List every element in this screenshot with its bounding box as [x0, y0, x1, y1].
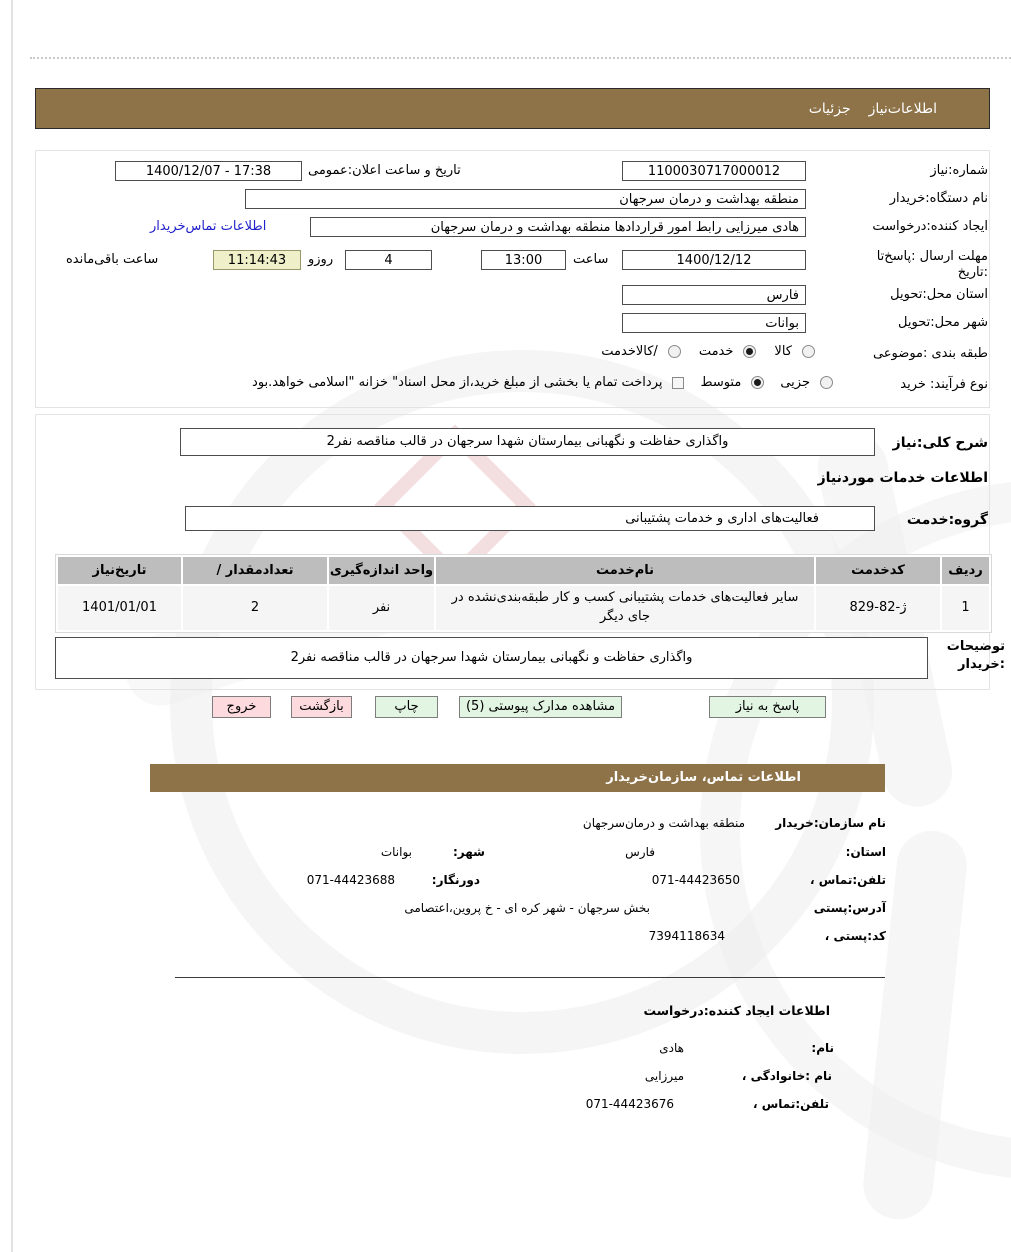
- creator-family-value: میرزایی: [644, 1069, 684, 1083]
- delivery-city-field[interactable]: بوانات: [622, 313, 806, 333]
- service-radio-label: خدمت: [698, 344, 734, 359]
- creator-phone-label: تلفن:تماس ،: [753, 1097, 829, 1111]
- deadline-label-line1: مهلت ارسال :پاسخ‌تا: [876, 249, 988, 264]
- option-goods: [774, 344, 815, 359]
- days-label: روزو: [308, 252, 334, 267]
- days-field[interactable]: 4: [345, 250, 432, 270]
- contact-section-header: اطلاعات تماس، سازمان‌خریدار: [150, 764, 885, 792]
- option-goods-service: [601, 344, 681, 359]
- treasury-checkbox-label: پرداخت تمام یا بخشی از مبلغ خرید،از محل اسناد" خزانه "اسلامی خواهد.بود: [252, 375, 663, 390]
- buyer-notes-label-line1: توضیحات: [946, 639, 1005, 654]
- service-table-grid: [58, 557, 989, 630]
- general-desc-field[interactable]: واگذاری حفاظت و نگهبانی بیمارستان شهدا سرجهان در قالب مناقصه نفر2: [180, 428, 875, 456]
- goods-service-radio[interactable]: [668, 345, 681, 358]
- hour-label: ساعت: [573, 252, 609, 267]
- contact-city-label: شهر:: [453, 845, 485, 859]
- col-header-row-no: ردیف: [942, 557, 989, 584]
- section-divider-line: [175, 977, 885, 978]
- respond-button[interactable]: پاسخ به نیاز: [709, 696, 826, 718]
- print-button[interactable]: چاپ: [375, 696, 438, 718]
- postal-code-value: 7394118634: [648, 929, 725, 943]
- classification-label: طبقه بندی :موضوعی: [872, 346, 988, 361]
- delivery-city-label: شهر محل:تحویل: [898, 315, 988, 330]
- medium-radio-label: متوسط: [700, 375, 742, 390]
- option-service: [699, 344, 757, 359]
- service-table: [55, 554, 992, 633]
- creator-section-header: اطلاعات ایجاد کننده:درخواست: [643, 1003, 830, 1018]
- contact-address-label: آدرس:پستی: [813, 901, 886, 915]
- delivery-province-field[interactable]: فارس: [622, 285, 806, 305]
- exit-button[interactable]: خروج: [212, 696, 271, 718]
- classification-options: [601, 344, 815, 359]
- need-number-label: شماره:نیاز: [930, 163, 988, 178]
- creator-name-label: نام:: [811, 1041, 834, 1055]
- service-group-label: گروه:خدمت: [906, 512, 988, 528]
- contact-fax-value: 071-44423688: [306, 873, 395, 887]
- treasury-checkbox[interactable]: [672, 377, 684, 389]
- view-attachments-button[interactable]: مشاهده مدارک پیوستی (5): [459, 696, 622, 718]
- buyer-device-label: نام دستگاه:خریدار: [889, 191, 988, 206]
- cell-row-no: 1: [942, 586, 989, 630]
- need-number-field[interactable]: 1100030717000012: [622, 161, 806, 181]
- back-button[interactable]: بازگشت: [291, 696, 352, 718]
- buyer-notes-field[interactable]: واگذاری حفاظت و نگهبانی بیمارستان شهدا سرجهان در قالب مناقصه نفر2: [55, 637, 928, 679]
- postal-code-label: کد:پستی ،: [824, 929, 886, 943]
- contact-phone-label: تلفن:تماس ،: [810, 873, 886, 887]
- contact-address-value: بخش سرجهان - شهر کره ای - خ پروین،اعتصامی: [404, 901, 650, 915]
- partial-radio[interactable]: [820, 376, 833, 389]
- cell-unit: نفر: [329, 586, 434, 630]
- col-header-need-date: تاریخ‌نیاز: [58, 557, 181, 584]
- delivery-province-label: استان محل:تحویل: [890, 287, 988, 302]
- buyer-notes-label-line2: :خریدار: [958, 657, 1005, 673]
- creator-name-value: هادی: [659, 1041, 684, 1055]
- announce-datetime-field[interactable]: 1400/12/07 - 17:38: [115, 161, 302, 181]
- creator-family-label: نام :خانوادگی ،: [741, 1069, 832, 1083]
- service-group-field[interactable]: فعالیت‌های اداری و خدمات پشتیبانی: [185, 506, 875, 531]
- col-header-service-name: نام‌خدمت: [436, 557, 814, 584]
- col-header-unit: واحد اندازه‌گیری: [329, 557, 434, 584]
- process-type-label: نوع فرآیند: خرید: [900, 377, 988, 392]
- buyer-device-field[interactable]: منطقه بهداشت و درمان سرجهان: [245, 189, 806, 209]
- deadline-date-field[interactable]: 1400/12/12: [622, 250, 806, 270]
- request-creator-label: ایجاد کننده:درخواست: [872, 219, 988, 234]
- option-partial: [780, 375, 833, 390]
- partial-radio-label: جزیی: [780, 375, 810, 390]
- org-name-value: منطقه بهداشت و درمان‌سرجهان: [582, 816, 745, 830]
- tab-details[interactable]: جزئیات: [808, 100, 851, 117]
- buyer-notes-label: [947, 638, 1005, 674]
- option-medium: [700, 375, 764, 390]
- cell-service-name: سایر فعالیت‌های خدمات پشتیبانی کسب و کار طبقه‌بندی‌نشده در جای دیگر: [436, 586, 814, 630]
- deadline-label-line2: :تاریخ: [957, 265, 988, 281]
- contact-province-value: فارس: [625, 845, 655, 859]
- general-desc-label: شرح کلی:نیاز: [892, 435, 988, 451]
- process-type-options: [252, 375, 833, 390]
- cell-quantity: 2: [183, 586, 327, 630]
- cell-need-date: 1401/01/01: [58, 586, 181, 630]
- contact-province-label: استان:: [845, 845, 886, 859]
- deadline-hour-field[interactable]: 13:00: [481, 250, 566, 270]
- goods-service-radio-label: /کالاخدمت: [601, 344, 658, 359]
- goods-radio-label: کالا: [774, 344, 792, 359]
- medium-radio[interactable]: [751, 376, 764, 389]
- top-tab-bar: [35, 88, 990, 129]
- buyer-contact-link[interactable]: اطلاعات تماس‌خریدار: [150, 219, 267, 234]
- services-info-header: اطلاعات خدمات موردنیاز: [817, 470, 988, 486]
- request-creator-field[interactable]: هادی میرزایی رابط امور قراردادها منطقه بهداشت و درمان سرجهان: [310, 217, 806, 237]
- creator-phone-value: 071-44423676: [585, 1097, 674, 1111]
- goods-radio[interactable]: [802, 345, 815, 358]
- contact-phone-value: 071-44423650: [651, 873, 740, 887]
- contact-city-value: بوانات: [380, 845, 412, 859]
- top-dotted-divider: [30, 57, 1011, 59]
- cell-service-code: 829-82-ژ: [816, 586, 940, 630]
- left-border-line: [11, 0, 13, 1252]
- announce-datetime-label: تاریخ و ساعت اعلان:عمومی: [308, 163, 461, 178]
- treasury-option: [252, 375, 684, 390]
- col-header-quantity: تعدادمقدار /: [183, 557, 327, 584]
- contact-fax-label: دورنگار:: [431, 873, 480, 887]
- service-radio[interactable]: [743, 345, 756, 358]
- org-name-label: نام سازمان:خریدار: [775, 816, 886, 830]
- countdown-timer: 11:14:43: [213, 250, 301, 270]
- col-header-service-code: کدخدمت: [816, 557, 940, 584]
- remaining-hours-label: ساعت باقی‌مانده: [66, 252, 159, 267]
- deadline-label: [877, 249, 988, 282]
- tab-need-info[interactable]: اطلاعات‌نیاز: [868, 100, 937, 117]
